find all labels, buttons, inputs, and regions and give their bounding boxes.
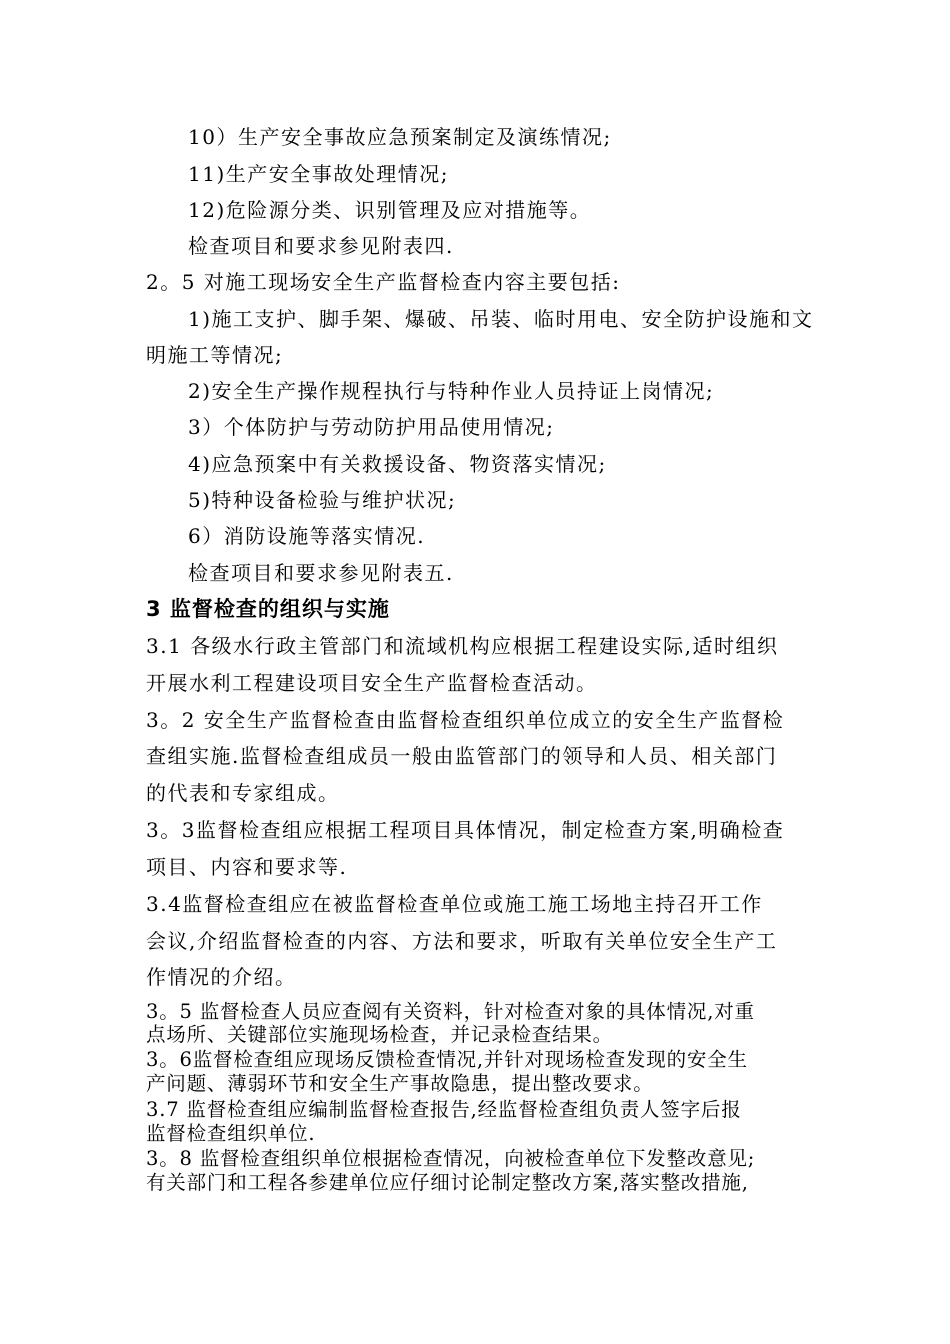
list-item-11: 11)生产安全事故处理情况;	[188, 162, 449, 186]
section-3-4-cont: 会议,介绍监督检查的内容、方法和要求，听取有关单位安全生产工	[146, 929, 778, 953]
section-3-7: 3.7 监督检查组应编制监督检查报告,经监督检查组负责人签字后报	[146, 1098, 742, 1121]
section-3-1-cont: 开展水利工程建设项目安全生产监督检查活动。	[146, 671, 598, 695]
section-3-2-cont: 查组实施.监督检查组成员一般由监管部门的领导和人员、相关部门	[146, 744, 778, 768]
list-item-2: 2)安全生产操作规程执行与特种作业人员持证上岗情况;	[188, 379, 715, 403]
reference-note: 检查项目和要求参见附表四.	[188, 234, 454, 258]
section-3-5-cont: 点场所、关键部位实施现场检查，并记录检查结果。	[146, 1023, 613, 1046]
section-3-3: 3。3监督检查组应根据工程项目具体情况，制定检查方案,明确检查	[146, 818, 785, 842]
section-3-2-cont: 的代表和专家组成。	[146, 781, 340, 805]
list-item-4: 4)应急预案中有关救援设备、物资落实情况;	[188, 452, 607, 476]
list-item-6: 6）消防设施等落实情况.	[188, 524, 426, 548]
section-3-7-cont: 监督检查组织单位.	[146, 1122, 316, 1145]
section-3-5: 3。5 监督检查人员应查阅有关资料，针对检查对象的具体情况,对重	[146, 1000, 755, 1023]
section-2-5: 2。5 对施工现场安全生产监督检查内容主要包括:	[146, 270, 621, 294]
section-3-3-cont: 项目、内容和要求等.	[146, 855, 348, 879]
list-item-3: 3）个体防护与劳动防护用品使用情况;	[188, 415, 555, 439]
list-item-1-cont: 明施工等情况;	[146, 343, 284, 367]
section-3-8: 3。8 监督检查组织单位根据检查情况，向被检查单位下发整改意见;	[146, 1147, 756, 1170]
list-item-10: 10）生产安全事故应急预案制定及演练情况;	[188, 125, 612, 149]
reference-note: 检查项目和要求参见附表五.	[188, 561, 454, 585]
section-3-4-cont: 作情况的介绍。	[146, 965, 297, 989]
list-item-5: 5)特种设备检验与维护状况;	[188, 488, 457, 512]
section-3-6: 3。6监督检查组应现场反馈检查情况,并针对现场检查发现的安全生	[146, 1048, 748, 1071]
section-3-6-cont: 产问题、薄弱环节和安全生产事故隐患，提出整改要求。	[146, 1072, 654, 1095]
section-3-4: 3.4监督检查组应在被监督检查单位或施工施工场地主持召开工作	[146, 892, 763, 916]
section-3-heading: 3 监督检查的组织与实施	[146, 597, 390, 621]
list-item-12: 12)危险源分类、识别管理及应对措施等。	[188, 198, 592, 222]
section-3-8-cont: 有关部门和工程各参建单位应仔细讨论制定整改方案,落实整改措施,	[146, 1171, 749, 1194]
section-3-1: 3.1 各级水行政主管部门和流域机构应根据工程建设实际,适时组织	[146, 634, 779, 658]
section-3-2: 3。2 安全生产监督检查由监督检查组织单位成立的安全生产监督检	[146, 708, 785, 732]
list-item-1: 1)施工支护、脚手架、爆破、吊装、临时用电、安全防护设施和文	[188, 307, 814, 331]
